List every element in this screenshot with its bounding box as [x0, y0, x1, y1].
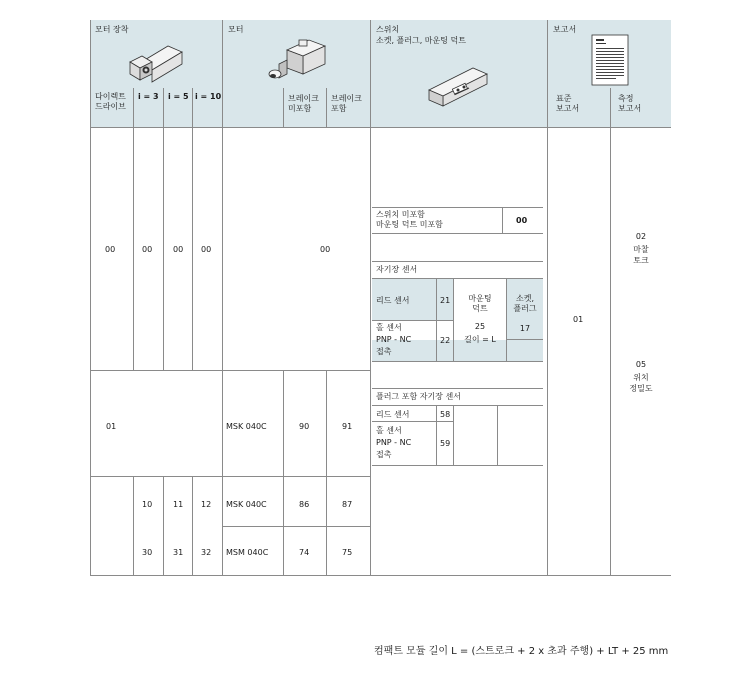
hall-sensor-2: PNP - NC [376, 335, 412, 344]
plug-reed-bottom [372, 421, 453, 422]
friction-code: 02 [635, 232, 647, 241]
header-switch-1: 스위치 [376, 25, 400, 34]
hall-sensor-1: 홀 센서 [376, 323, 402, 332]
plug-bottom [372, 465, 543, 466]
reed-sensor-code: 21 [440, 296, 451, 305]
mount-sub-divider-2b [163, 476, 164, 575]
mount-sub-divider-3 [192, 88, 193, 370]
row2-without-brake: 90 [299, 422, 310, 431]
report-column-divider [547, 20, 548, 575]
header-brake-with-1: 브레이크 [331, 94, 362, 103]
switch-none-2: 마운팅 덕트 미포함 [376, 220, 443, 229]
position-label-2: 정밀도 [629, 384, 653, 393]
motor-sub-divider-1 [283, 370, 284, 575]
standard-report-code: 01 [573, 315, 584, 324]
row3-i3: 10 [142, 500, 153, 509]
magnetic-divider-2 [453, 279, 454, 361]
plug-divider-3 [497, 406, 498, 465]
table-bottom-line [90, 575, 671, 576]
row1-i3: 00 [142, 245, 153, 254]
report-sub-divider [610, 88, 611, 575]
header-motor: 모터 [228, 25, 244, 34]
table-border-left [90, 20, 91, 575]
motor-illustration [265, 34, 327, 84]
mount-sub-divider-2 [163, 88, 164, 370]
motor-sub-divider-hdr-2 [326, 88, 327, 127]
plug-top [372, 388, 543, 389]
row3-with-brake: 87 [342, 500, 353, 509]
plug-divider-1 [436, 406, 437, 465]
row4-motor: MSM 040C [226, 548, 269, 557]
row1-i5: 00 [173, 245, 184, 254]
header-motor-mount: 모터 장착 [95, 25, 129, 34]
duct-label-2: 덕트 [472, 304, 488, 313]
row4-i5: 31 [173, 548, 184, 557]
header-i5: i = 5 [168, 92, 189, 101]
row2-motor: MSK 040C [226, 422, 267, 431]
switch-column-divider [370, 20, 371, 575]
plug-hall-3: 접촉 [376, 450, 392, 459]
row4-without-brake: 74 [299, 548, 310, 557]
motor-column-divider [222, 20, 223, 575]
socket-label-2: 플러그 [513, 304, 537, 313]
switch-none-1: 스위치 미포함 [376, 210, 425, 219]
header-measure-report-2: 보고서 [618, 104, 642, 113]
row2-with-brake: 91 [342, 422, 353, 431]
plug-hall-1: 홀 센서 [376, 426, 402, 435]
switch-none-divider [502, 207, 503, 233]
header-switch-2: 소켓, 플러그, 마운팅 덕트 [376, 36, 466, 45]
plug-reed-label: 리드 센서 [376, 410, 410, 419]
mount-sub-divider-3b [192, 476, 193, 575]
row4-with-brake: 75 [342, 548, 353, 557]
row2-direct-drive: 01 [106, 422, 117, 431]
magnetic-top [372, 261, 543, 262]
row3-motor: MSK 040C [226, 500, 267, 509]
footer-formula: 컴팩트 모듈 길이 L = (스트로크 + 2 x 초과 주행) + LT + 25 mm [374, 646, 669, 657]
plug-hall-2: PNP - NC [376, 438, 412, 447]
friction-label-1: 마찰 [633, 245, 649, 254]
header-measure-report-1: 측정 [618, 94, 634, 103]
row3-i5: 11 [173, 500, 184, 509]
row1-i10: 00 [201, 245, 212, 254]
duct-label-1: 마운팅 [468, 294, 492, 303]
friction-label-2: 토크 [633, 256, 649, 265]
duct-length: 길이 = L [464, 335, 496, 344]
plug-title-bottom [372, 405, 543, 406]
row3-bottom-line [222, 526, 370, 527]
header-i10: i = 10 [195, 92, 222, 101]
row3-without-brake: 86 [299, 500, 310, 509]
plug-hall-code: 59 [440, 439, 451, 448]
row1-bottom-line [90, 370, 370, 371]
magnetic-bottom [372, 361, 543, 362]
plug-title: 플러그 포함 자기장 센서 [376, 392, 461, 401]
header-standard-report-2: 보고서 [556, 104, 580, 113]
switch-none-bottom [372, 233, 543, 234]
row4-i3: 30 [142, 548, 153, 557]
report-document-icon [591, 34, 629, 86]
motor-mount-illustration [128, 34, 186, 84]
header-bottom-line [90, 127, 671, 128]
header-brake-without-1: 브레이크 [288, 94, 319, 103]
switch-none-code: 00 [516, 216, 528, 225]
mount-sub-divider-1 [133, 88, 134, 370]
row1-direct-drive: 00 [105, 245, 116, 254]
plug-divider-2 [453, 406, 454, 465]
position-code: 05 [635, 360, 647, 369]
switch-illustration [425, 60, 491, 112]
row3-i10: 12 [201, 500, 212, 509]
socket-code: 17 [519, 324, 531, 333]
row4-i10: 32 [201, 548, 212, 557]
row1-motor: 00 [320, 245, 331, 254]
motor-sub-divider-2 [326, 370, 327, 575]
switch-none-top [372, 207, 543, 208]
mount-sub-divider-1b [133, 476, 134, 575]
header-brake-with-2: 포함 [331, 104, 347, 113]
magnetic-divider-3 [506, 279, 507, 361]
socket-bottom-line [506, 339, 543, 340]
position-label-1: 위치 [633, 373, 649, 382]
reed-hall-line [372, 320, 453, 321]
magnetic-title: 자기장 센서 [376, 265, 418, 274]
hall-sensor-code: 22 [440, 336, 451, 345]
header-brake-without-2: 미포함 [288, 104, 312, 113]
reed-sensor-label: 리드 센서 [376, 296, 410, 305]
row2-bottom-line [90, 476, 370, 477]
header-i3: i = 3 [138, 92, 159, 101]
header-standard-report-1: 표준 [556, 94, 572, 103]
motor-sub-divider-hdr-1 [283, 88, 284, 127]
header-report: 보고서 [553, 25, 577, 34]
hall-sensor-3: 접촉 [376, 347, 392, 356]
header-direct-drive-2: 드라이브 [95, 102, 126, 111]
duct-code: 25 [474, 322, 486, 331]
socket-label-1: 소켓, [516, 294, 534, 303]
header-direct-drive-1: 다이렉트 [95, 92, 126, 101]
plug-reed-code: 58 [440, 410, 451, 419]
